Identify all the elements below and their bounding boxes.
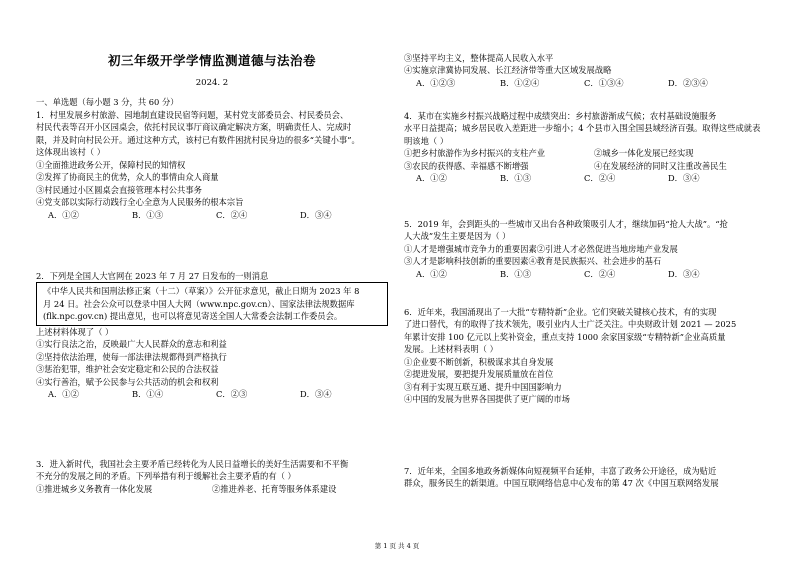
q5-choices [404,268,766,280]
q6-stem-line: 发展。上述材料表明（ ） [404,344,498,355]
question-6 [404,306,766,406]
q5-choice-a[interactable]: A．①② [416,268,447,279]
q3-choice-a[interactable]: A．①②③ [416,77,456,88]
section-heading: 一、单选题（每小题 3 分，共 60 分） [36,97,179,107]
q3-choice-d[interactable]: D．②③④ [668,77,708,88]
q7-stem-line: 群众，服务民生的新渠道。中国互联网络信息中心发布的第 47 次《中国互联网络发展 [404,478,719,489]
q3-option: ②推进养老、托育等服务体系建设 [212,483,337,494]
question-7 [404,465,766,490]
exam-date: 2024. 2 [195,78,229,88]
q2-choice-d[interactable]: D．③④ [300,388,332,399]
q1-stem-line: 村民代表等召开小区园桌会，依托村民议事厅商议确定解决方案，明确责任人、完成时 [36,122,352,133]
q6-option: ②提进发展，要把提升发展质量放在首位 [404,369,554,380]
q4-choice-b[interactable]: B．①③ [500,173,531,184]
q3-choices [404,77,766,89]
q4-choice-d[interactable]: D．③④ [668,173,700,184]
q2-news-box [36,282,388,325]
q5-option: ③人才是影响科技创新的重要因素④教育是民族振兴、社会进步的基石 [404,256,662,267]
q5-stem-line: 人大战”发生主要是因为（ ） [404,231,511,242]
q1-option: ①全面推进政务公开，保障村民的知情权 [36,159,186,170]
q2-box-line: 《中华人民共和国刑法修正案（十二）（草案）》公开征求意见，截止日期为 2023 年 8 [43,286,360,297]
q1-stem-line: 这体现出该村（ ） [36,147,106,158]
q3-option: ④实施京津冀协同发展、长江经济带等重大区域发展战略 [404,65,612,76]
q6-option: ④中国的发展为世界各国提供了更广阔的市场 [404,394,570,405]
q2-stem: 2．下列是全国人大官网在 2023 年 7 月 27 日发布的一则消息 [36,271,269,281]
q4-options-row [404,160,766,172]
q2-option: ③惩治犯罪，维护社会安定稳定和公民的合法权益 [36,364,219,375]
q5-option: ①人才是增强城市竞争力的重要因素②引进人才必然促进当地房地产业发展 [404,243,678,254]
q4-option: ②城乡一体化发展已经实现 [594,148,694,159]
q1-option: ②发挥了协商民主的优势，众人的事情由众人商量 [36,172,219,183]
exam-title: 初三年级开学学情监测道德与法治卷 [107,53,316,68]
q2-ask: 上述材料体现了（ ） [36,326,114,337]
q3-stem-line: 不充分的发展之间的矛盾。下列举措有利于缓解社会主要矛盾的有（ ） [36,471,296,482]
q7-stem-line: 7．近年来，全国多地政务新媒体向短视频平台延伸，丰富了政务公开途径，成为贴近 [404,466,717,476]
question-1 [36,109,388,221]
q4-option: ③农民的获得感、幸福感不断增强 [404,160,529,171]
q4-option: ④在发展经济的同时又注重改善民生 [594,160,727,171]
q3-option: ①推进城乡义务教育一体化发展 [36,483,153,494]
q1-stem-line: 1．村里发展乡村旅游、园地制直建设民宿等问题，某村党支部委员会、村民委员会、 [36,110,349,120]
q3-choice-b[interactable]: B．①②④ [500,77,540,88]
q2-box-line: (flk.npc.gov.cn) 提出意见，也可以将意见寄送全国人大常委会法制工作委员会。 [43,311,343,322]
q1-stem-line: 限，并及时向村民公开。通过这种方式，该村已有数件困扰村民身边的很多“关键小事”。 [36,134,360,145]
q4-choice-c[interactable]: C．②④ [584,173,616,184]
question-2 [36,270,388,400]
q2-option: ①实行良法之治，反映最广大人民群众的意志和利益 [36,339,227,350]
q4-option: ①把乡村旅游作为乡村振兴的支柱产业 [404,148,546,159]
q4-stem-line: 明该地（ ） [404,135,449,146]
q1-choices [36,209,388,221]
page-footer: 第 1 页 共 4 页 [374,542,420,550]
q5-choice-b[interactable]: B．①③ [500,268,531,279]
q4-options-row [404,147,766,159]
question-3-continued [404,52,766,89]
q6-stem-line: 了进口替代，有的取得了技术领先，吸引业内人士广泛关注。中央财政计划 2021 — 2025 [404,319,737,330]
q6-option: ③有利于实现互联互通、提升中国国影响力 [404,381,562,392]
q3-option: ③坚持平均主义，整体提高人民收入水平 [404,53,554,63]
q4-stem-line: 水平日益提高；城乡居民收入差距进一步缩小；4 个县市入围全国县域经济百强。取得这些成就表 [404,123,761,134]
q5-choice-c[interactable]: C．②④ [584,268,616,279]
q2-box-line: 月 24 日。社会公众可以登录中国人大网（www.npc.gov.cn）、国家法律法规数据库 [43,298,355,309]
q1-choice-b[interactable]: B．①③ [132,209,163,220]
q3-choice-c[interactable]: C．①③④ [584,77,624,88]
q3-stem-line: 3．进入新时代，我国社会主要矛盾已经转化为人民日益增长的美好生活需要和不平衡 [36,459,349,469]
q6-option: ①企业要不断创新，积极谋求其自身发展 [404,356,554,367]
q4-choice-a[interactable]: A．①② [416,173,447,184]
q2-choice-a[interactable]: A．①② [48,388,79,399]
question-5 [404,218,766,280]
q4-choices [404,172,766,184]
q1-choice-a[interactable]: A．①② [48,209,79,220]
q2-option: ④实行善治，赋予公民参与公共活动的机会和权利 [36,376,219,387]
q1-choice-d[interactable]: D．③④ [300,209,332,220]
q6-stem-line: 年累计安排 100 亿元以上奖补资金，重点支持 1000 余家国家级“专精特新”企业高质量 [404,331,726,342]
q1-option: ③村民通过小区圆桌会直接管理本村公共事务 [36,184,202,195]
q5-stem-line: 5．2019 年，会到距头的一些城市又出台各种政策吸引人才，继续加码“抢人大战”。“抢 [404,219,728,229]
q5-choice-d[interactable]: D．③④ [668,268,700,279]
section-heading-block [36,96,388,108]
q2-choices [36,388,388,400]
q2-choice-b[interactable]: B．①④ [132,388,163,399]
q6-stem-line: 6．近年来，我国涌现出了一大批“专精特新”企业。它们突破关键核心技术，有的实现 [404,307,717,317]
question-3 [36,458,388,495]
q1-option: ④党支部以实际行动践行全心全意为人民服务的根本宗旨 [36,197,244,208]
q2-choice-c[interactable]: C．②③ [216,388,248,399]
q3-options-row [36,483,388,495]
question-4 [404,110,766,185]
q2-option: ②坚持依法治理，使每一部法律法规都得到严格执行 [36,351,227,362]
q4-stem-line: 4．某市在实施乡村振兴战略过程中成绩突出：乡村旅游渐成气候；农村基础设施服务 [404,111,717,121]
q1-choice-c[interactable]: C．②④ [216,209,248,220]
